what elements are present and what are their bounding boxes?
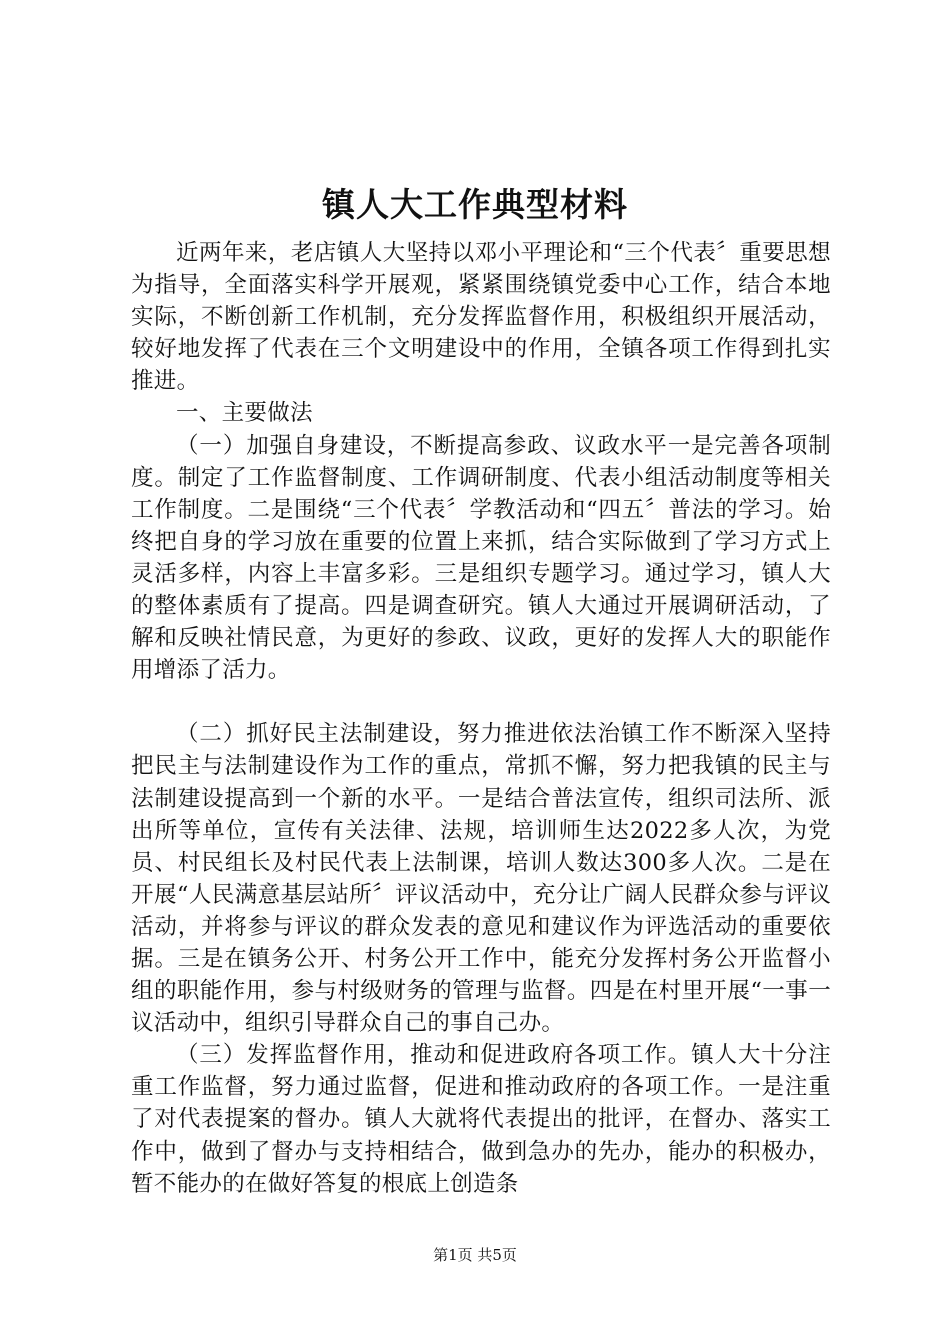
paragraph-section-3: （三）发挥监督作用，推动和促进政府各项工作。镇人大十分注重工作监督，努力通过监督，促进和推动政府的各项工作。一是注重了对代表提案的督办。镇人大就将代表提出的批评，在督办、落实工作中，做到了督办与支持相结合，做到急办的先办，能办的积极办，暂不能办的在做好答复的根底上创造条 (131, 1042, 831, 1197)
paragraph-section-2: （二）抓好民主法制建设，努力推进依法治镇工作不断深入坚持把民主与法制建设作为工作的重点，常抓不懈，努力把我镇的民主与法制建设提高到一个新的水平。一是结合普法宣传，组织司法所、派出所等单位，宣传有关法律、法规，培训师生达2022多人次，为党员、村民组长及村民代表上法制课，培训人数达300多人次。二是在开展“人民满意基层站所〞评议活动中，充分让广阔人民群众参与评议活动，并将参与评议的群众发表的意见和建议作为评选活动的重要依据。三是在镇务公开、村务公开工作中，能充分发挥村务公开监督小组的职能作用，参与村级财务的管理与监督。四是在村里开展“一事一议活动中，组织引导群众自己的事自己办。 (131, 721, 831, 1037)
page-footer: 第1页 共5页 (433, 1246, 517, 1264)
paragraph-section-1: （一）加强自身建设，不断提高参政、议政水平一是完善各项制度。制定了工作监督制度、工作调研制度、代表小组活动制度等相关工作制度。二是围绕“三个代表〞学教活动和“四五〞普法的学习。始终把自身的学习放在重要的位置上来抓，结合实际做到了学习方式上灵活多样，内容上丰富多彩。三是组织专题学习。通过学习，镇人大的整体素质有了提高。四是调查研究。镇人大通过开展调研活动，了解和反映社情民意，为更好的参政、议政，更好的发挥人大的职能作用增添了活力。 (131, 432, 831, 684)
document-title: 镇人大工作典型材料 (322, 185, 628, 224)
paragraph-intro: 近两年来，老店镇人大坚持以邓小平理论和“三个代表〞重要思想为指导，全面落实科学开展观，紧紧围绕镇党委中心工作，结合本地实际，不断创新工作机制，充分发挥监督作用，积极组织开展活动，较好地发挥了代表在三个文明建设中的作用，全镇各项工作得到扎实推进。 (131, 240, 831, 395)
section-heading: 一、主要做法 (176, 400, 313, 427)
document-body (131, 237, 831, 1200)
